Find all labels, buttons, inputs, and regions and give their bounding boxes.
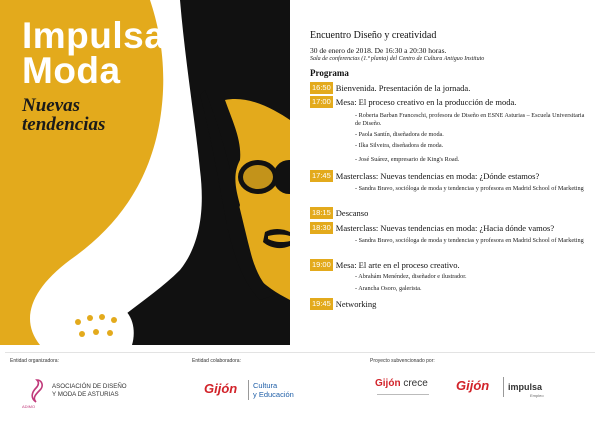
time-badge: 16:50 [312,83,331,92]
time-badge: 19:45 [312,299,331,308]
empleo-label: Empleo [530,393,544,398]
event-title: Encuentro Diseño y creatividad [310,30,437,41]
poster-title [22,15,166,91]
schedule-row [310,82,470,94]
speaker-detail: - Abrahám Menéndez, diseñador e ilustrador. [355,273,467,280]
gijon-crece-rule [377,394,429,395]
speaker-detail: - Arancha Osoro, galerista. [355,285,422,292]
subsidy-label: Proyecto subvencionado por: [370,358,435,364]
title-line-2: Moda [22,50,121,91]
title-line-1: Impulsa [22,15,166,56]
program-heading: Programa [310,68,349,78]
organizer-label: Entidad organizadora: [10,358,59,364]
adimo-logo-icon [26,378,48,404]
time-badge: 17:00 [312,97,331,106]
poster-subtitle [22,96,105,134]
poster-artwork [0,0,290,345]
schedule-row [310,259,460,271]
speaker-detail: - Sandra Bravo, socióloga de moda y tendencias y profesora en Madrid School of Marketing [355,237,584,244]
schedule-item-text: Mesa: El proceso creativo en la producción de moda. [335,97,517,107]
speaker-detail: - Sandra Bravo, socióloga de moda y tendencias y profesora en Madrid School of Marketing [355,185,584,192]
gijon-logo-culture: Gijón [204,381,238,396]
schedule-row [310,170,539,182]
schedule-row [310,298,376,310]
cultura-logo [253,381,294,399]
schedule-item-text: Mesa: El arte en el proceso creativo. [335,260,460,270]
schedule-item-text: Descanso [335,208,369,218]
logo-divider-2 [503,377,504,397]
time-badge: 18:30 [312,223,331,232]
gijon-logo-impulsa: Gijón [456,378,490,393]
time-badge: 19:00 [312,260,331,269]
cultura-line-1: Cultura [253,381,278,390]
adimo-name [52,383,127,399]
subtitle-line-1: Nuevas [22,95,81,116]
speaker-detail: - José Suárez, empresario de King's Road. [355,156,460,163]
schedule-item-text: Masterclass: Nuevas tendencias en moda: ¿Dónde estamos? [335,171,540,181]
schedule-item-text: Networking [335,299,377,309]
schedule-item-text: Bienvenida. Presentación de la jornada. [335,83,471,93]
schedule-row [310,222,554,234]
schedule-row [310,96,516,108]
speaker-detail: - Ilka Silveira, diseñadora de moda. [355,142,444,149]
logo-divider [248,380,249,400]
event-date: 30 de enero de 2018. De 16:30 a 20:30 horas. [310,46,447,55]
adimo-short: ADIMO [22,404,36,409]
schedule-row [310,207,368,219]
gijon-crece-logo [375,378,428,389]
speaker-detail: - Paola Santín, diseñadora de moda. [355,131,444,138]
adimo-name-line-2: Y MODA DE ASTURIAS [52,391,119,398]
adimo-name-line-1: ASOCIACIÓN DE DISEÑO [52,383,127,390]
schedule-item-text: Masterclass: Nuevas tendencias en moda: ¿Hacia dónde vamos? [335,223,555,233]
gijon-crece-gijon: Gijón [375,378,401,389]
collaborator-label: Entidad colaboradora: [192,358,241,364]
gijon-crece-word: crece [403,378,428,389]
event-venue: Sala de conferencias (1.ª planta) del Centro de Cultura Antiguo Instituto [310,56,485,62]
cultura-line-2: y Educación [253,390,294,399]
impulsa-logo: impulsa [508,382,543,392]
speaker-detail: - Roberta Barban Franceschi, profesora de Diseño en ESNE Asturias – Escuela Universitaria de Diseño. [355,112,585,127]
time-badge: 17:45 [312,171,331,180]
subtitle-line-2: tendencias [22,114,106,135]
time-badge: 18:15 [312,208,331,217]
